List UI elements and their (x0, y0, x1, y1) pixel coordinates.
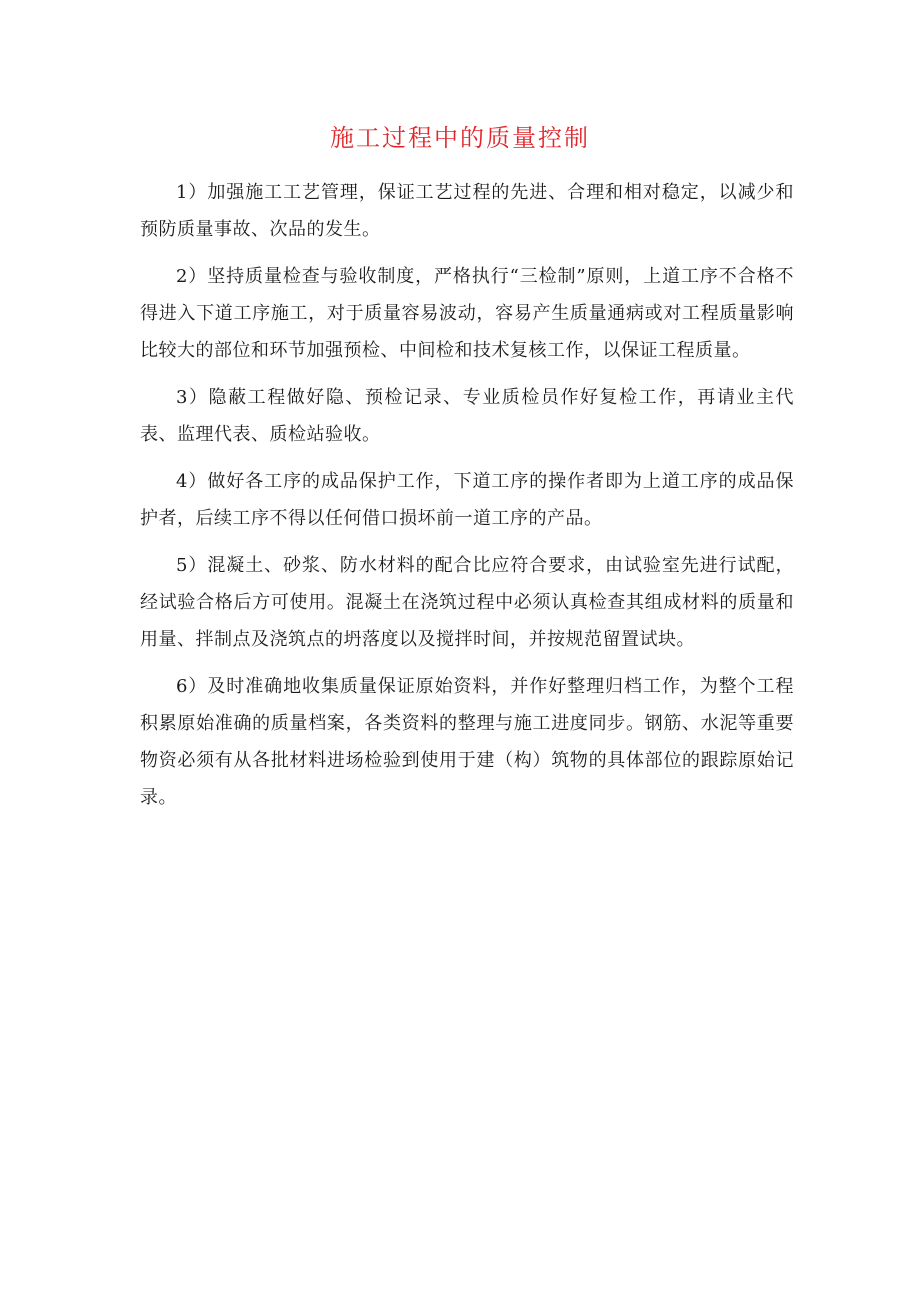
paragraph-5: 5）混凝土、砂浆、防水材料的配合比应符合要求，由试验室先进行试配，经试验合格后方可使用。混凝土在浇筑过程中必须认真检查其组成材料的质量和用量、拌制点及浇筑点的坍落度以及搅拌时间，并按规范留置试块。 (140, 555, 794, 650)
document-body (140, 174, 794, 826)
page-title: 施工过程中的质量控制 (330, 124, 590, 152)
paragraph-2: 2）坚持质量检查与验收制度，严格执行“三检制”原则，上道工序不合格不得进入下道工序施工，对于质量容易波动，容易产生质量通病或对工程质量影响比较大的部位和环节加强预检、中间检和技术复核工作，以保证工程质量。 (140, 266, 794, 361)
paragraph-4: 4）做好各工序的成品保护工作，下道工序的操作者即为上道工序的成品保护者，后续工序不得以任何借口损坏前一道工序的产品。 (140, 471, 794, 529)
paragraph-1: 1）加强施工工艺管理，保证工艺过程的先进、合理和相对稳定，以减少和预防质量事故、次品的发生。 (140, 182, 794, 240)
paragraph-6: 6）及时准确地收集质量保证原始资料，并作好整理归档工作，为整个工程积累原始准确的质量档案，各类资料的整理与施工进度同步。钢筋、水泥等重要物资必须有从各批材料进场检验到使用于建（构）筑物的具体部位的跟踪原始记录。 (140, 676, 794, 808)
paragraph-3: 3）隐蔽工程做好隐、预检记录、专业质检员作好复检工作，再请业主代表、监理代表、质检站验收。 (140, 387, 794, 445)
